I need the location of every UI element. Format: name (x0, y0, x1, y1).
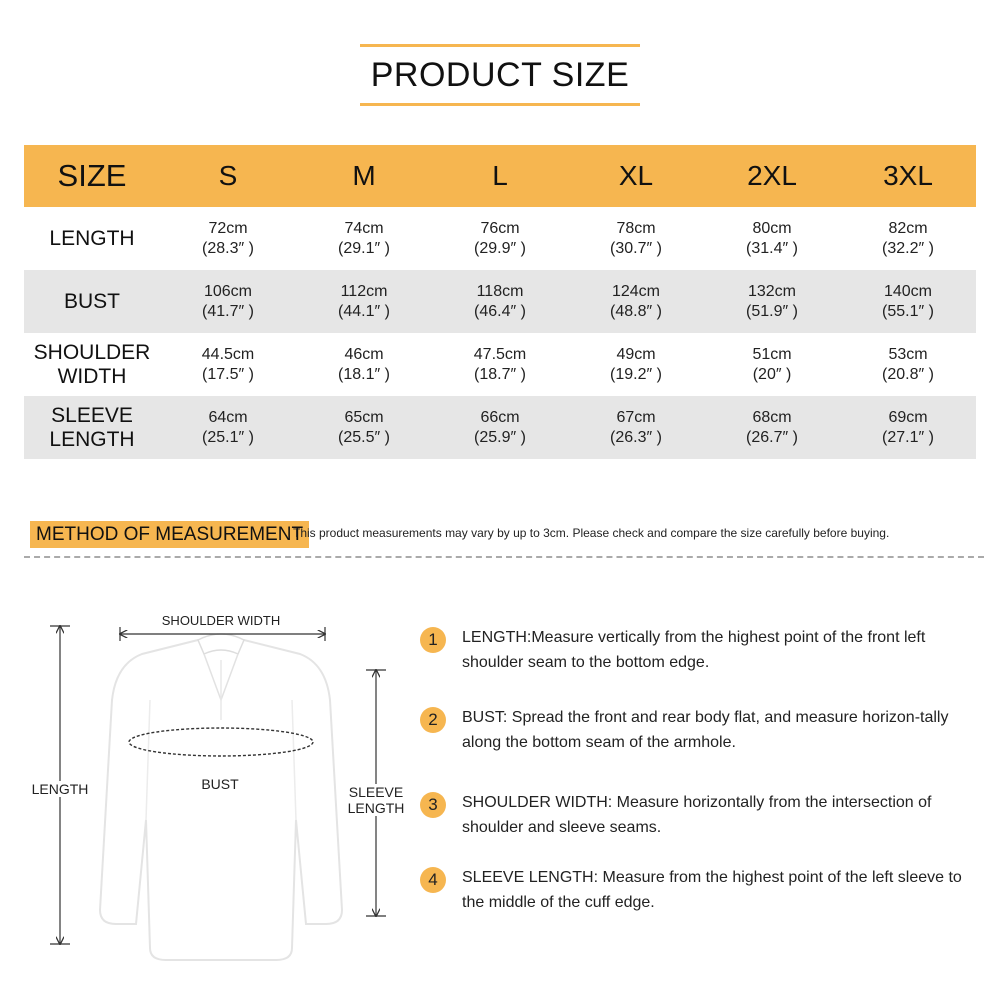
cm-value: 118cm (476, 282, 524, 300)
cm-value: 68cm (752, 408, 792, 426)
row-label-line: WIDTH (57, 364, 127, 388)
inch-value: (26.7″ ) (746, 428, 798, 446)
row-label (24, 270, 160, 333)
inch-value: (25.9″ ) (474, 428, 526, 446)
size-row (24, 270, 976, 333)
step-3-number: 3 (420, 792, 446, 818)
inch-value: (27.1″ ) (882, 428, 934, 446)
size-cell (568, 396, 704, 459)
inch-value: (55.1″ ) (882, 302, 934, 320)
row-label (24, 396, 160, 459)
step-1-text: LENGTH:Measure vertically from the highest point of the front left shoulder seam to the bottom edge. (462, 629, 926, 671)
cm-value: 106cm (203, 282, 253, 300)
shoulder-width-label: SHOULDER WIDTH (148, 613, 294, 629)
size-cell (160, 270, 296, 333)
sleeve-length-label (346, 784, 406, 816)
inch-value: (17.5″ ) (202, 365, 254, 383)
row-label (24, 333, 160, 396)
cm-value: 69cm (888, 408, 928, 426)
header-3xl: 3XL (840, 145, 976, 207)
header-size: SIZE (24, 145, 160, 207)
size-cell (160, 207, 296, 270)
size-cell (432, 333, 568, 396)
inch-value: (31.4″ ) (746, 239, 798, 257)
cm-value: 53cm (888, 345, 928, 363)
title-banner (360, 44, 640, 106)
header-l: L (432, 145, 568, 207)
header-s: S (160, 145, 296, 207)
method-of-measurement-label: METHOD OF MEASUREMENT (30, 521, 309, 548)
cm-value: 82cm (888, 219, 928, 237)
size-cell (432, 207, 568, 270)
size-row (24, 396, 976, 459)
cm-value: 76cm (480, 219, 520, 237)
cm-value: 112cm (340, 282, 388, 300)
cm-value: 140cm (883, 282, 933, 300)
inch-value: (25.5″ ) (338, 428, 390, 446)
cm-value: 132cm (747, 282, 797, 300)
size-cell (840, 333, 976, 396)
bust-label: BUST (201, 776, 239, 792)
inch-value: (41.7″ ) (202, 302, 254, 320)
page-title: PRODUCT SIZE (370, 55, 630, 94)
sleeve-length-label-line1: SLEEVE (348, 784, 404, 800)
size-cell (568, 333, 704, 396)
size-cell (568, 270, 704, 333)
cm-value: 64cm (208, 408, 248, 426)
size-cell (840, 396, 976, 459)
header-m: M (296, 145, 432, 207)
inch-value: (48.8″ ) (610, 302, 662, 320)
inch-value: (20.8″ ) (882, 365, 934, 383)
cm-value: 44.5cm (201, 345, 255, 363)
inch-value: (26.3″ ) (610, 428, 662, 446)
size-cell (840, 270, 976, 333)
inch-value: (19.2″ ) (610, 365, 662, 383)
row-label-line: BUST (63, 289, 120, 313)
inch-value: (44.1″ ) (338, 302, 390, 320)
inch-value: (18.7″ ) (474, 365, 526, 383)
sleeve-length-label-line2: LENGTH (347, 800, 405, 816)
length-label: LENGTH (28, 781, 92, 797)
header-2xl: 2XL (704, 145, 840, 207)
inch-value: (29.9″ ) (474, 239, 526, 257)
step-3-text: SHOULDER WIDTH: Measure horizontally from the intersection of shoulder and sleeve seams. (462, 794, 932, 836)
cm-value: 67cm (616, 408, 656, 426)
cm-value: 66cm (480, 408, 520, 426)
size-cell (840, 207, 976, 270)
dashed-divider (24, 556, 984, 558)
size-cell (296, 333, 432, 396)
size-cell (704, 333, 840, 396)
size-cell (296, 396, 432, 459)
size-cell (432, 270, 568, 333)
cm-value: 49cm (616, 345, 656, 363)
inch-value: (30.7″ ) (610, 239, 662, 257)
cm-value: 65cm (344, 408, 384, 426)
cm-value: 51cm (752, 345, 792, 363)
header-xl: XL (568, 145, 704, 207)
measurement-disclaimer: This product measurements may vary by up to 3cm. Please check and compare the size carefully before buying. (293, 526, 890, 540)
inch-value: (29.1″ ) (338, 239, 390, 257)
size-chart-table (24, 145, 976, 459)
size-cell (160, 333, 296, 396)
size-cell (704, 207, 840, 270)
row-label-line: SLEEVE (51, 403, 133, 427)
size-cell (432, 396, 568, 459)
cm-value: 80cm (752, 219, 792, 237)
size-row (24, 207, 976, 270)
step-2-number: 2 (420, 707, 446, 733)
size-header-row (24, 145, 976, 207)
cm-value: 124cm (611, 282, 661, 300)
size-cell (704, 270, 840, 333)
inch-value: (46.4″ ) (474, 302, 526, 320)
size-cell (160, 396, 296, 459)
size-cell (296, 270, 432, 333)
inch-value: (28.3″ ) (202, 239, 254, 257)
row-label-line: LENGTH (49, 226, 135, 250)
cm-value: 74cm (344, 219, 384, 237)
shirt-illustration (100, 634, 342, 960)
row-label (24, 207, 160, 270)
inch-value: (32.2″ ) (882, 239, 934, 257)
step-4-text: SLEEVE LENGTH: Measure from the highest point of the left sleeve to the middle of the cuff edge. (462, 869, 962, 911)
inch-value: (25.1″ ) (202, 428, 254, 446)
size-cell (296, 207, 432, 270)
step-1-number: 1 (420, 627, 446, 653)
inch-value: (18.1″ ) (338, 365, 390, 383)
size-row (24, 333, 976, 396)
step-2-text: BUST: Spread the front and rear body flat, and measure horizon-tally along the bottom seam of the armhole. (462, 709, 949, 751)
row-label-line: SHOULDER (33, 340, 151, 364)
size-cell (568, 207, 704, 270)
cm-value: 78cm (616, 219, 656, 237)
cm-value: 47.5cm (473, 345, 527, 363)
cm-value: 46cm (344, 345, 384, 363)
step-4-number: 4 (420, 867, 446, 893)
cm-value: 72cm (208, 219, 248, 237)
row-label-line: LENGTH (49, 427, 135, 451)
size-cell (704, 396, 840, 459)
inch-value: (51.9″ ) (746, 302, 798, 320)
inch-value: (20″ ) (752, 365, 792, 383)
